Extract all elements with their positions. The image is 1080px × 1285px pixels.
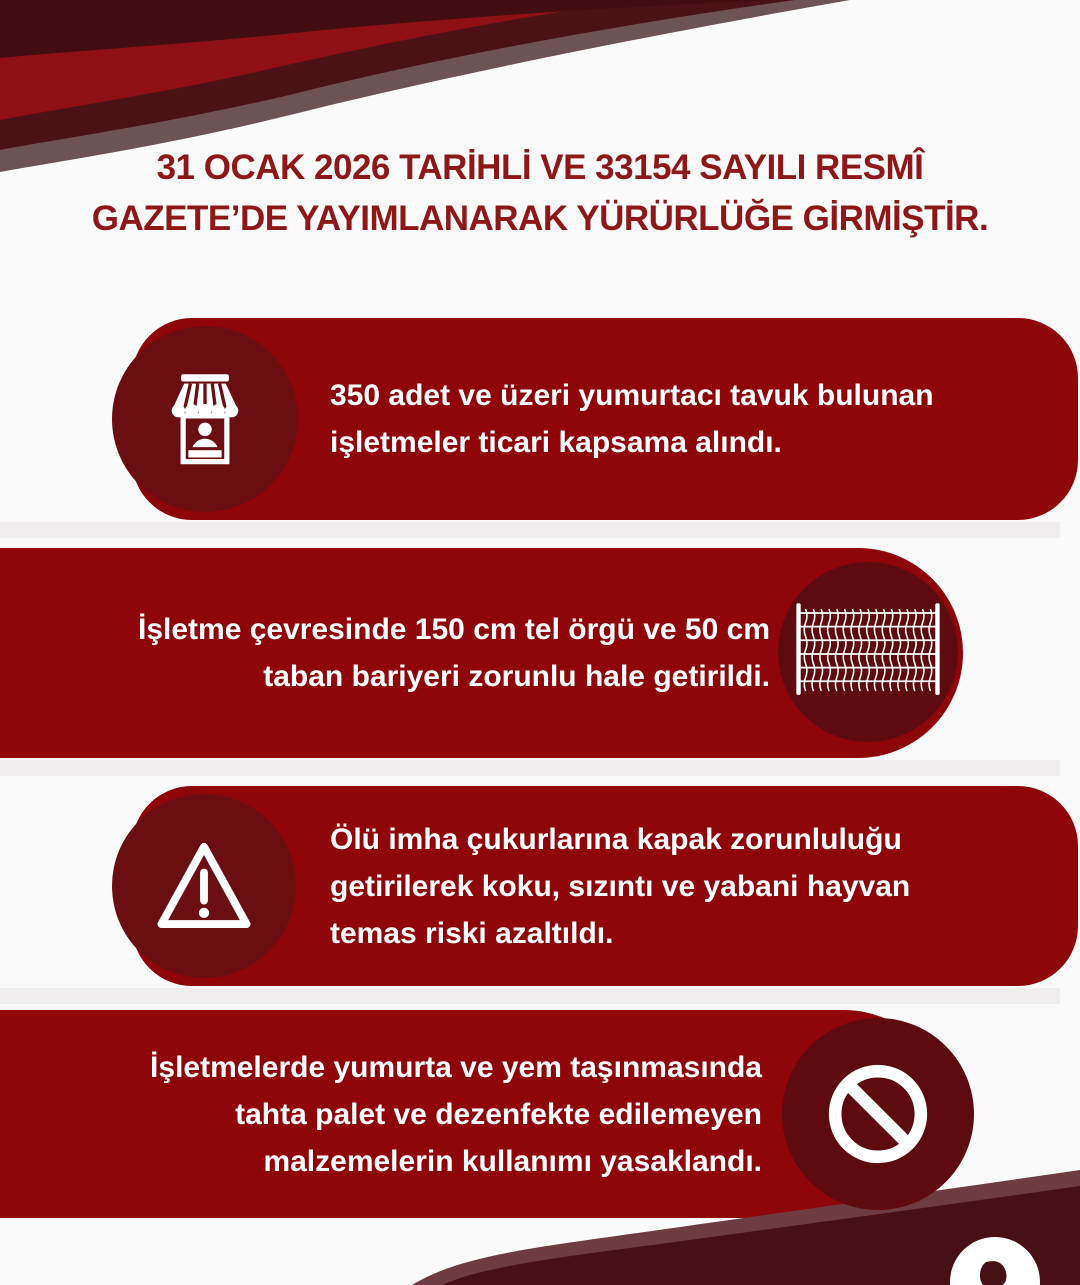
warning-icon-circle [112,794,296,978]
prohibition-icon [815,1051,941,1177]
headline [0,142,1080,244]
storefront-icon [153,367,257,471]
text-line: malzemelerin kullanımı yasaklandı. [263,1144,762,1178]
info-text-pallet-ban [30,1010,762,1218]
separator-streak [0,522,1060,538]
separator-streak [0,760,1060,776]
text-line: İşletme çevresinde 150 cm tel örgü ve 50 cm [137,613,770,646]
text-line: İşletmelerde yumurta ve yem taşınmasında [150,1050,762,1084]
prohibition-icon-circle [782,1018,974,1210]
text-line: getirilerek koku, sızıntı ve yabani hayvan [330,869,911,903]
headline-line-1: 31 OCAK 2026 TARİHLİ VE 33154 SAYILI RESMÎ [156,148,924,187]
headline-line-2: GAZETE’DE YAYIMLANARAK YÜRÜRLÜĞE GİRMİŞTİR. [91,199,989,238]
storefront-icon-circle [112,326,298,512]
wire-fence-icon-circle [778,562,958,742]
info-text-fence-requirement [30,548,770,758]
info-text-burial-pit-cover [330,786,1040,986]
info-text-commercial-scope [330,318,1040,520]
separator-streak [0,988,1060,1004]
warning-triangle-icon [148,830,260,942]
text-line: temas riski azaltıldı. [330,916,614,950]
wire-fence-icon [790,593,946,711]
text-line: tahta palet ve dezenfekte edilemeyen [235,1097,762,1131]
text-line: 350 adet ve üzeri yumurtacı tavuk bulunan [330,379,934,412]
text-line: Ölü imha çukurlarına kapak zorunluluğu [330,822,902,856]
text-line: işletmeler ticari kapsama alındı. [330,426,782,459]
text-line: taban bariyeri zorunlu hale getirildi. [263,660,770,693]
